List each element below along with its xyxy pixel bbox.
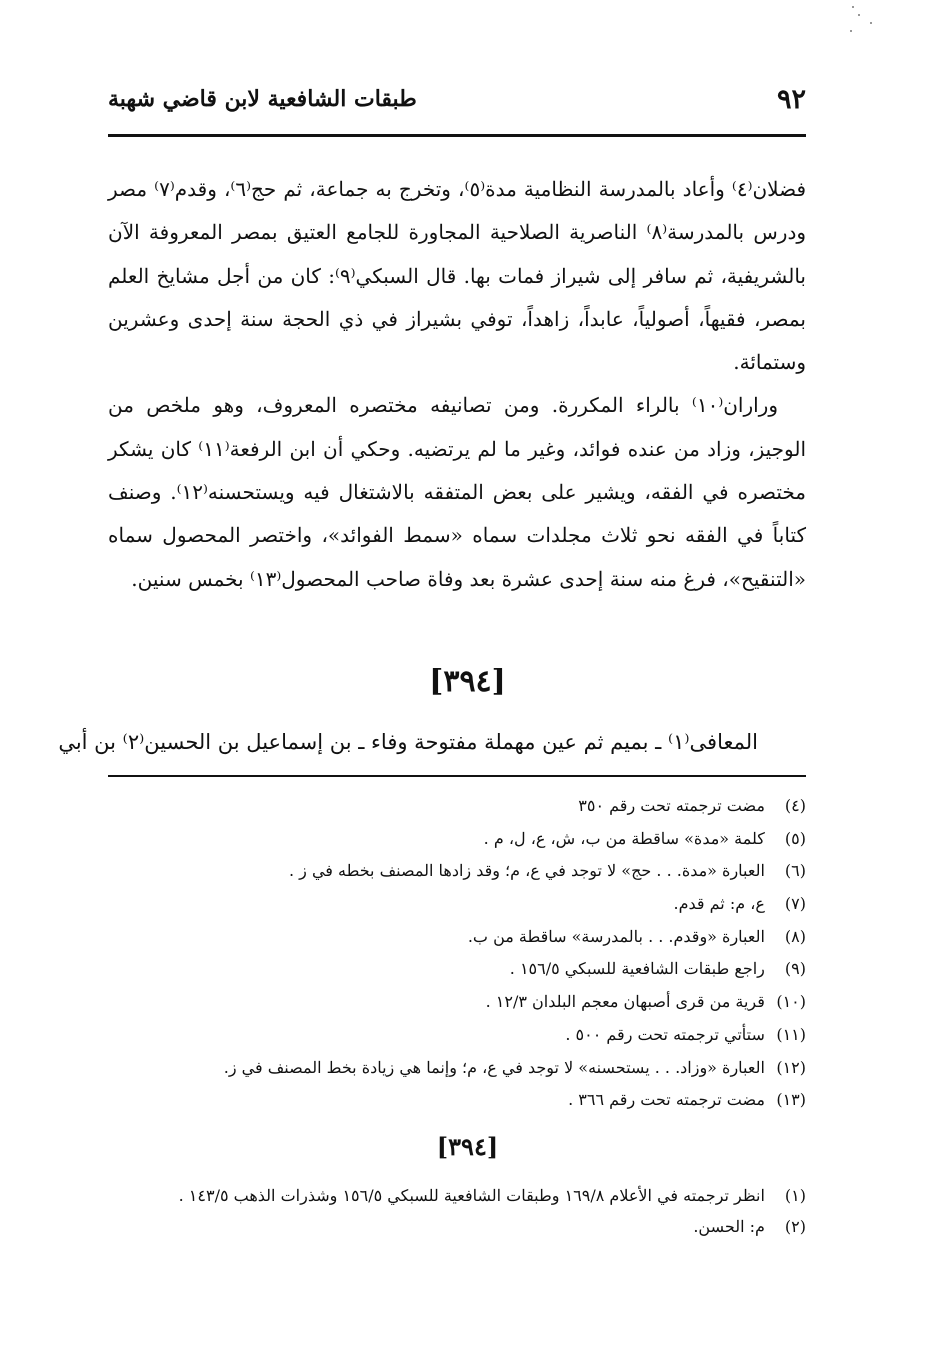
footnote bbox=[108, 1180, 806, 1211]
header-rule bbox=[108, 134, 806, 137]
footnote bbox=[108, 1019, 806, 1052]
footnote-number: (٢) bbox=[784, 1217, 806, 1236]
footnote bbox=[108, 888, 806, 921]
footnote bbox=[108, 1211, 806, 1242]
main-text bbox=[108, 168, 806, 601]
scan-specks bbox=[848, 0, 898, 40]
footnote-number: (١) bbox=[784, 1186, 806, 1205]
footnote-number: (٩) bbox=[784, 959, 806, 979]
footnote-text: مضت ترجمته تحت رقم ٣٦٦ . bbox=[568, 1090, 765, 1110]
footnote-number: (٨) bbox=[784, 926, 806, 946]
page-header bbox=[108, 84, 806, 124]
footnote-text: العبارة «وزاد. . . يستحسنه» لا توجد في ع، م؛ وإنما هي زيادة بخط المصنف في ز. bbox=[223, 1057, 765, 1077]
footnote-number: (٧) bbox=[784, 894, 806, 914]
footnote bbox=[108, 921, 806, 954]
footnote-number: (١١) bbox=[776, 1024, 806, 1044]
entry-number: [٣٩٤] bbox=[429, 664, 506, 699]
footnote-number: (٦) bbox=[784, 861, 806, 881]
footnote-text: راجع طبقات الشافعية للسبكي ١٥٦/٥ . bbox=[509, 959, 765, 979]
footnote-text: انظر ترجمته في الأعلام ١٦٩/٨ وطبقات الشافعية للسبكي ١٥٦/٥ وشذرات الذهب ١٤٣/٥ . bbox=[178, 1186, 765, 1205]
footnote bbox=[108, 823, 806, 856]
footnote-number: (١٣) bbox=[776, 1090, 806, 1110]
running-title: طبقات الشافعية لابن قاضي شهبة bbox=[108, 86, 417, 112]
footnote-text: العبارة «مدة. . . حج» لا توجد في ع، م؛ وقد زادها المصنف بخطه في ز . bbox=[288, 861, 765, 881]
footnote bbox=[108, 1052, 806, 1085]
footnote-number: (٤) bbox=[784, 796, 806, 815]
footnote-number: (٥) bbox=[784, 828, 806, 848]
footnote-text: م: الحسن. bbox=[693, 1217, 765, 1236]
paragraph: وراران⁽١٠⁾ بالراء المكررة. ومن تصانيفه مختصره المعروف، وهو ملخص من الوجيز، وزاد من عنده فوائد، وغير ما لم يرتضيه. وحكي أن ابن الرفعة⁽١١⁾ كان يشكر مختصره في الفقه، ويشير على بعض المتفقه بالاشتغال فيه ويستحسنه⁽١٢⁾. وصنف كتاباً في الفقه نحو ثلاث مجلدات سماه «سمط الفوائد»، واختصر المحصول سماه «التنقيح»، فرغ منه سنة إحدى عشرة بعد وفاة صاحب المحصول⁽١٣⁾ بخمس سنين. bbox=[108, 393, 806, 591]
footnote-number: (١٠) bbox=[776, 992, 806, 1012]
entry-first-line: المعافى⁽١⁾ ـ بميم ثم عين مهملة مفتوحة وفاء ـ بن إسماعيل بن الحسين⁽٢⁾ بن أبي bbox=[58, 730, 758, 754]
footnotes bbox=[108, 790, 806, 1117]
footnote-text: قرية من قرى أصبهان معجم البلدان ١٢/٣ . bbox=[485, 992, 765, 1012]
paragraph: فضلان⁽٤⁾ وأعاد بالمدرسة النظامية مدة⁽٥⁾، وتخرج به جماعة، ثم حج⁽٦⁾، وقدم⁽٧⁾ مصر ودرس بالمدرسة⁽٨⁾ الناصرية الصلاحية المجاورة للجامع العتيق بمصر المعروفة الآن بالشريفية، ثم سافر إلى شيراز فمات بها. قال السبكي⁽٩⁾: كان من أجل مشايخ العلم بمصر، فقيهاً، أصولياً، عابداً، زاهداً، توفي بشيراز في ذي الحجة سنة إحدى وعشرين وستمائة. bbox=[108, 177, 807, 375]
footnote bbox=[108, 953, 806, 986]
footnote-text: ستأتي ترجمته تحت رقم ٥٠٠ . bbox=[565, 1024, 765, 1044]
footnote-text: مضت ترجمته تحت رقم ٣٥٠ bbox=[578, 796, 765, 815]
footnote bbox=[108, 1084, 806, 1117]
footnote bbox=[108, 855, 806, 888]
footnote-number: (١٢) bbox=[776, 1057, 806, 1077]
footnote-text: ع، م: ثم قدم. bbox=[673, 894, 765, 914]
footnote-text: العبارة «وقدم. . . بالمدرسة» ساقطة من ب. bbox=[467, 926, 765, 946]
footnote-entry-number: [٣٩٤] bbox=[436, 1132, 499, 1161]
page-number: ٩٢ bbox=[776, 84, 806, 115]
footnote bbox=[108, 790, 806, 823]
footnote-text: كلمة «مدة» ساقطة من ب، ش، ع، ل، م . bbox=[483, 828, 765, 848]
entry-footnotes bbox=[108, 1180, 806, 1242]
footnote bbox=[108, 986, 806, 1019]
footnote-rule bbox=[108, 775, 806, 777]
